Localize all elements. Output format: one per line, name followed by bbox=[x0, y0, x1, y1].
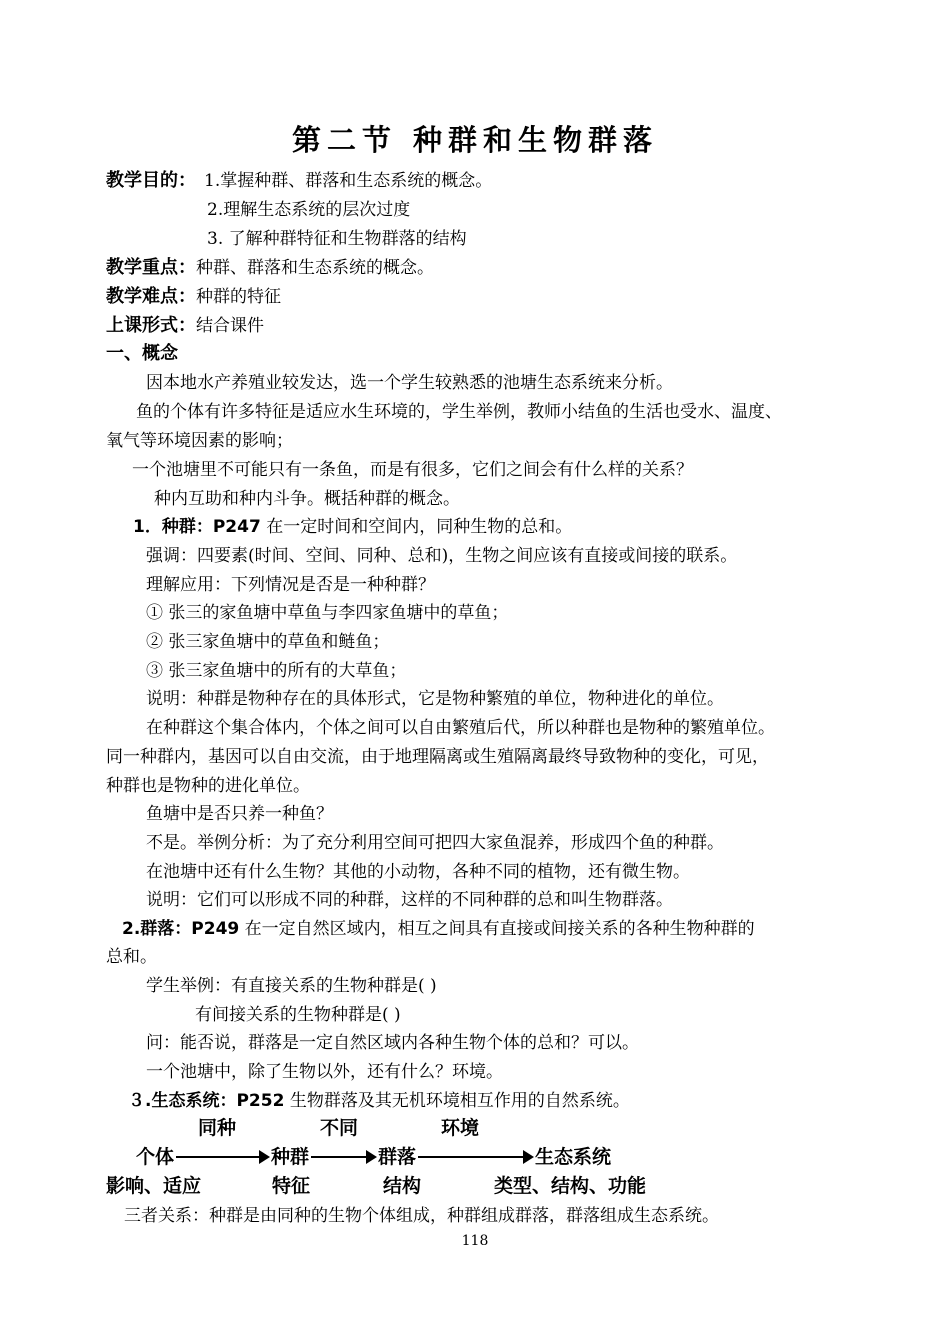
format-line bbox=[106, 315, 264, 337]
format-label: 上课形式： bbox=[106, 315, 196, 336]
paragraph: 说明：种群是物种存在的具体形式，它是物种繁殖的单位，物种进化的单位。 bbox=[146, 689, 724, 709]
objective-item: 2.理解生态系统的层次过度 bbox=[207, 200, 411, 220]
list-item: ① 张三的家鱼塘中草鱼与李四家鱼塘中的草鱼； bbox=[146, 603, 509, 623]
diagram-node: 种群 bbox=[271, 1146, 310, 1168]
population-definition-text: 在一定时间和空间内，同种生物的总和。 bbox=[266, 517, 573, 537]
paragraph: 总和。 bbox=[106, 947, 157, 967]
paragraph: 种内互助和种内斗争。概括种群的概念。 bbox=[154, 489, 460, 509]
ecosystem-term: 生态系统： bbox=[151, 1091, 237, 1111]
paragraph: 因本地水产养殖业较发达，选一个学生较熟悉的池塘生态系统来分析。 bbox=[146, 373, 673, 393]
objective-item: 3. 了解种群特征和生物群落的结构 bbox=[207, 229, 467, 249]
diagram-above-label: 同种 bbox=[198, 1117, 237, 1139]
page-number: 118 bbox=[461, 1233, 489, 1249]
focus-text: 种群、群落和生态系统的概念。 bbox=[196, 258, 434, 278]
community-definition-text: 在一定自然区域内，相互之间具有直接或间接关系的各种生物种群的 bbox=[244, 919, 755, 939]
diagram-node: 生态系统 bbox=[535, 1146, 612, 1168]
paragraph: 在池塘中还有什么生物？其他的小动物，各种不同的植物，还有微生物。 bbox=[146, 862, 690, 882]
difficulty-label: 教学难点： bbox=[106, 286, 196, 307]
paragraph: 一个池塘里不可能只有一条鱼，而是有很多，它们之间会有什么样的关系？ bbox=[132, 460, 693, 480]
diagram-below-label: 特征 bbox=[272, 1175, 311, 1197]
format-text: 结合课件 bbox=[196, 316, 264, 336]
paragraph: 问：能否说，群落是一定自然区域内各种生物个体的总和？可以。 bbox=[146, 1033, 639, 1053]
paragraph: 有间接关系的生物种群是( ) bbox=[195, 1005, 401, 1025]
difficulty-line bbox=[106, 286, 281, 308]
paragraph: 一个池塘中，除了生物以外，还有什么？环境。 bbox=[146, 1062, 503, 1082]
community-page: P249 bbox=[191, 919, 240, 939]
paragraph: 不是。举例分析：为了充分利用空间可把四大家鱼混养，形成四个鱼的种群。 bbox=[146, 833, 724, 853]
focus-label: 教学重点： bbox=[106, 257, 196, 278]
objectives-label: 教学目的： bbox=[106, 170, 196, 191]
diagram-below-label: 影响、适应 bbox=[106, 1175, 202, 1197]
paragraph: 种群也是物种的进化单位。 bbox=[106, 776, 310, 796]
paragraph: 学生举例：有直接关系的生物种群是( ) bbox=[146, 976, 437, 996]
diagram-node: 个体 bbox=[136, 1146, 175, 1168]
diagram-node: 群落 bbox=[378, 1146, 417, 1168]
population-definition bbox=[133, 516, 572, 538]
diagram-below-label: 结构 bbox=[383, 1175, 422, 1197]
population-page: P247 bbox=[212, 517, 261, 537]
paragraph: 氧气等环境因素的影响； bbox=[106, 431, 293, 451]
difficulty-text: 种群的特征 bbox=[196, 287, 281, 307]
paragraph: 同一种群内，基因可以自由交流，由于地理隔离或生殖隔离最终导致物种的变化，可见， bbox=[106, 747, 769, 767]
diagram-below-label: 类型、结构、功能 bbox=[494, 1175, 647, 1197]
paragraph: 鱼的个体有许多特征是适应水生环境的，学生举例，教师小结鱼的生活也受水、温度、 bbox=[136, 402, 782, 422]
ecosystem-definition bbox=[128, 1090, 630, 1112]
paragraph: 理解应用：下列情况是否是一种种群？ bbox=[146, 575, 435, 595]
diagram-above-label: 环境 bbox=[441, 1117, 480, 1139]
section-heading: 一、概念 bbox=[106, 343, 178, 364]
paragraph: 在种群这个集合体内，个体之间可以自由繁殖后代，所以种群也是物种的繁殖单位。 bbox=[146, 718, 775, 738]
diagram-arrow bbox=[176, 1145, 270, 1169]
relation-text: 三者关系：种群是由同种的生物个体组成，种群组成群落，群落组成生态系统。 bbox=[124, 1206, 719, 1226]
paragraph: 鱼塘中是否只养一种鱼？ bbox=[146, 804, 333, 824]
paragraph: 说明：它们可以形成不同的种群，这样的不同种群的总和叫生物群落。 bbox=[146, 890, 673, 910]
list-item: ② 张三家鱼塘中的草鱼和鲢鱼； bbox=[146, 632, 390, 652]
population-term: 种群： bbox=[161, 517, 213, 537]
objectives-line bbox=[106, 170, 492, 192]
diagram-arrow bbox=[311, 1145, 377, 1169]
paragraph: 强调：四要素(时间、空间、同种、总和)，生物之间应该有直接或间接的联系。 bbox=[146, 546, 738, 566]
ecosystem-num: ３. bbox=[128, 1091, 152, 1111]
focus-line bbox=[106, 257, 434, 279]
ecosystem-definition-text: 生物群落及其无机环境相互作用的自然系统。 bbox=[289, 1091, 630, 1111]
list-item: ③ 张三家鱼塘中的所有的大草鱼； bbox=[146, 661, 407, 681]
community-term: 群落： bbox=[140, 919, 192, 939]
page-title: 第二节 种群和生物群落 bbox=[291, 123, 659, 157]
diagram-above-label: 不同 bbox=[320, 1117, 359, 1139]
community-definition bbox=[122, 918, 755, 940]
community-num: 2. bbox=[122, 919, 141, 939]
diagram-arrow bbox=[418, 1145, 534, 1169]
population-num: 1． bbox=[133, 517, 162, 537]
ecosystem-page: P252 bbox=[236, 1091, 285, 1111]
objective-item: 1.掌握种群、群落和生态系统的概念。 bbox=[204, 171, 493, 191]
